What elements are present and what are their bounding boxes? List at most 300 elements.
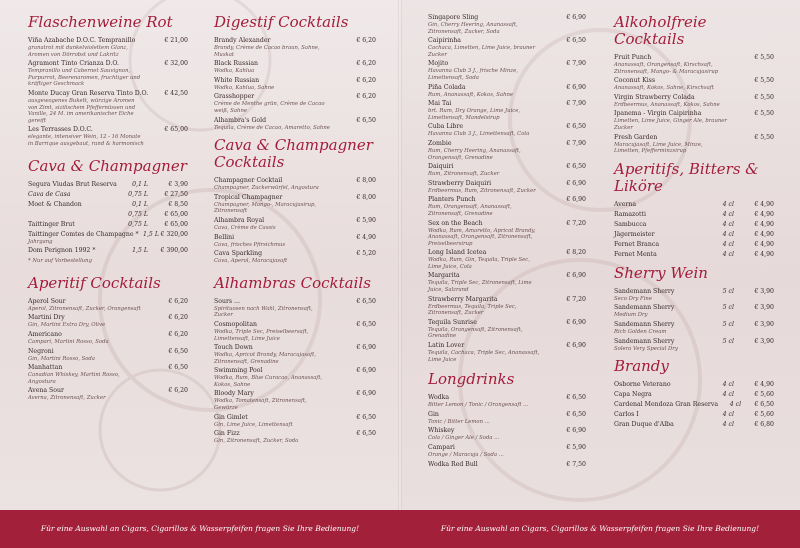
item-name: Swimming Pool [214, 367, 263, 375]
item-name: Grasshopper [214, 93, 255, 101]
item-description: Bitter Lemon / Tonic / Orangensaft ... [428, 402, 529, 409]
item-name: Bloody Mary [214, 390, 254, 398]
item-price: € 21,00 [164, 37, 188, 44]
menu-column-1 [28, 14, 188, 404]
menu-item-row [428, 444, 586, 452]
item-price: € 6,50 [168, 347, 188, 355]
menu-item [214, 390, 376, 411]
section-title: Alhambras Cocktails [214, 273, 371, 292]
menu-item [214, 321, 376, 342]
item-description: brt. Rum, Dry Orange, Lime Juice, Limettensaft, Mandelsirup [428, 108, 521, 121]
menu-item-row [614, 110, 774, 118]
menu-item [28, 90, 188, 124]
item-name: Jägermeister [614, 230, 655, 238]
menu-item [28, 37, 188, 58]
menu-item-row [214, 177, 376, 185]
item-description: Averna, Zitronensaft, Zucker [28, 395, 106, 402]
menu-section [214, 137, 376, 265]
item-name: Agramont Tinto Crianza D.O. [28, 60, 120, 68]
item-price: € 4,90 [356, 233, 376, 241]
item-price: € 5,50 [754, 77, 774, 85]
item-description: Canadian Whiskey, Martini Rosso, Angostura [28, 372, 120, 385]
item-price: € 5,50 [754, 110, 774, 118]
menu-item-row [28, 201, 188, 209]
item-price: € 5,90 [356, 216, 376, 224]
item-volume: 4 cl [722, 230, 734, 238]
menu-item-row [428, 296, 586, 304]
item-name: Capa Negra [614, 391, 652, 399]
menu-item [428, 342, 586, 363]
menu-item [428, 180, 586, 195]
menu-column-2 [214, 14, 376, 447]
item-name: Wodka Red Bull [428, 460, 478, 468]
menu-item-row [28, 221, 188, 229]
item-price: € 42,50 [164, 89, 188, 97]
item-description: Gin, Cherry Heering, Ananassaft, Zitronensaft, Zucker, Soda [428, 22, 518, 35]
item-name: Gin Gimlet [214, 413, 248, 421]
item-price: € 320,00 [160, 230, 188, 238]
menu-item [428, 123, 586, 138]
menu-section [28, 158, 188, 265]
item-volume: 0,75 L [128, 220, 148, 228]
item-price: € 6,50 [356, 430, 376, 438]
menu-item-row [214, 194, 376, 202]
menu-item [28, 314, 188, 329]
item-price: € 6,50 [566, 123, 586, 131]
menu-item [428, 220, 586, 248]
menu-item [214, 177, 376, 192]
menu-item-row [214, 414, 376, 422]
menu-item [28, 231, 188, 246]
item-volume: 4 cl [722, 421, 734, 429]
item-description: Gin, Lime Juice, Limettensaft [214, 421, 293, 428]
item-description: Havanna Club 3 J., frische Minze, Limettensaft, Soda [428, 68, 518, 81]
item-description: Spirituosen nach Wahl, Zitronensaft, Zucker [214, 305, 313, 319]
menu-item [28, 247, 188, 255]
menu-item-row [28, 314, 188, 322]
item-name: Latin Lover [428, 342, 465, 350]
item-name: Whiskey [428, 427, 455, 435]
menu-item-row [214, 321, 376, 329]
menu-item [214, 217, 376, 232]
menu-item-row [428, 427, 586, 435]
menu-section [614, 265, 774, 352]
item-price: € 6,90 [566, 179, 586, 187]
item-name: Martini Dry [28, 314, 65, 322]
menu-item [28, 387, 188, 402]
menu-item-row [614, 77, 774, 85]
menu-item-row [214, 60, 376, 68]
item-name: Cava de Casa [28, 190, 71, 198]
item-name: Bellini [214, 233, 235, 241]
item-price: € 6,20 [168, 387, 188, 395]
item-price: € 27,50 [164, 190, 188, 198]
menu-item-row [614, 411, 774, 419]
menu-item [214, 298, 376, 319]
menu-item [614, 338, 774, 353]
item-description: Tequila, Cachaca, Triple Sec, Ananassaft, Lime Juice [428, 350, 540, 363]
section-note: * Nur auf Vorbestellung [28, 258, 92, 265]
menu-section [428, 371, 586, 468]
item-name: Moet & Chandon [28, 200, 82, 208]
item-price: € 6,20 [168, 314, 188, 322]
item-price: € 6,20 [356, 60, 376, 68]
footer-banner-left [0, 510, 400, 548]
item-price: € 8,20 [566, 249, 586, 257]
item-name: Sandemann Sherry [614, 337, 675, 345]
menu-item [428, 84, 586, 99]
menu-item-row [428, 394, 586, 402]
item-volume: 4 cl [729, 401, 742, 409]
item-description: Rum, Orangensaft, Ananassaft, Zitronensaft, Grenadine [428, 204, 512, 217]
menu-item [428, 411, 586, 426]
item-price: € 32,00 [164, 60, 188, 68]
item-price: € 6,90 [566, 427, 586, 435]
page-fold [398, 0, 402, 548]
menu-column-4 [614, 14, 774, 431]
item-price: € 7,20 [566, 219, 586, 227]
item-volume: 5 cl [722, 337, 734, 345]
item-description: Tequila, Triple Sec, Zitronensaft, Lime Juice, Salzrand [428, 280, 532, 294]
item-name: Zombie [428, 139, 452, 147]
item-name: Margarita [428, 272, 460, 280]
item-volume: 1,5 L [132, 247, 148, 255]
item-description: Cava, frisches Pfirsichmus [214, 241, 286, 248]
menu-item [614, 110, 774, 131]
item-volume: 5 cl [722, 304, 734, 312]
menu-section [428, 14, 586, 363]
item-name: Virgin Strawberry Colada [614, 93, 695, 101]
menu-item [214, 414, 376, 429]
item-price: € 6,90 [566, 318, 586, 326]
item-name: Fernet Menta [614, 250, 657, 258]
item-name: Monte Ducay Gran Reserva Tinto D.O. [28, 89, 149, 97]
menu-item-row [614, 221, 774, 229]
item-description: Campari, Martini Rosso, Soda [28, 338, 109, 345]
menu-item [614, 77, 774, 92]
item-price: € 7,20 [566, 295, 586, 303]
item-description: Wodka, Rum, Blue Curacao, Ananassaft, Kokos, Sahne [214, 375, 323, 388]
section-title: Brandy [614, 357, 669, 376]
item-price: € 6,50 [566, 163, 586, 171]
menu-item-row [214, 367, 376, 375]
item-price: € 8,50 [168, 200, 188, 208]
item-price: € 5,60 [754, 411, 774, 419]
item-price: € 3,90 [754, 320, 774, 328]
menu-section [28, 275, 188, 402]
item-price: € 6,90 [566, 196, 586, 204]
menu-section [614, 358, 774, 429]
menu-section [214, 14, 376, 131]
menu-item-row [214, 217, 376, 225]
item-name: Aperol Sour [28, 297, 66, 305]
item-volume: 5 cl [722, 287, 734, 295]
menu-item [428, 249, 586, 270]
item-price: € 6,80 [754, 421, 774, 429]
item-name: Fresh Garden [614, 133, 658, 141]
item-description: Ananassaft, Kokos, Sahne, Kirschsaft [614, 85, 714, 92]
item-price: € 4,90 [754, 220, 774, 228]
item-name: Sandemann Sherry [614, 287, 675, 295]
item-description: Erdbeermus, Ananassaft, Kokos, Sahne [614, 101, 720, 108]
section-title: Sherry Wein [614, 263, 708, 282]
item-name: Brandy Alexander [214, 37, 271, 44]
menu-item [614, 321, 774, 336]
item-volume: 4 cl [722, 200, 734, 208]
item-description: Tequila, Crème de Cacao, Amaretto, Sahne [214, 124, 330, 131]
item-name: Cava Sparkling [214, 250, 263, 258]
menu-item-row [428, 196, 586, 204]
item-volume: 4 cl [722, 250, 734, 258]
item-description: Wodka, Triple Sec, Preiselbeersaft, Limettensaft, Lime Juice [214, 328, 309, 342]
item-description: Tonic / Bitter Lemon ... [428, 418, 490, 425]
item-description: Ananassaft, Orangensaft, Kirschsaft, Zitronensaft, Mango- & Maracujasirup [614, 62, 719, 75]
item-price: € 6,20 [168, 297, 188, 305]
item-name: Planters Punch [428, 196, 476, 204]
item-price: € 6,20 [168, 330, 188, 338]
menu-item [214, 250, 376, 265]
item-price: € 3,90 [754, 304, 774, 312]
menu-item-row [614, 321, 774, 329]
menu-item-row [614, 201, 774, 209]
item-description: Jahrgang [28, 238, 53, 245]
item-name: Strawberry Daiquiri [428, 179, 492, 187]
menu-item-row [214, 298, 376, 306]
menu-section [614, 14, 774, 155]
menu-item [214, 93, 376, 114]
item-description: Erdbeermus, Tequila, Triple Sec, Zitronensaft, Zucker [428, 303, 517, 317]
menu-item-row [428, 461, 586, 469]
item-description: Erdbeermus, Rum, Zitronensaft, Zucker [428, 187, 536, 194]
item-description: Havanna Club 3 J., Limettensaft, Cola [428, 131, 530, 138]
item-price: € 4,90 [754, 210, 774, 218]
item-description: Crème de Menthe grün, Crème de Cacao weiß, Sahne [214, 101, 325, 114]
menu-item [214, 344, 376, 365]
item-price: € 4,90 [754, 200, 774, 208]
item-name: Tequila Sunrise [428, 318, 477, 326]
item-price: € 65,00 [164, 126, 188, 134]
item-description: Tempranillo und Cabernet Sauvignon, Purpurrot, Beerenaromen, fruchtiger und kräftiger Geschmack [28, 68, 141, 88]
menu-item [28, 191, 188, 199]
item-description: Wodka, Rum, Amaretto, Apricot Brandy, Ananassaft, Orangensaft, Zitronensaft, Preiselbeersirup [428, 227, 536, 247]
item-price: € 7,90 [566, 139, 586, 147]
item-price: € 5,50 [754, 93, 774, 101]
menu-item [428, 140, 586, 161]
item-description: Gin, Martini Extra Dry, Olive [28, 322, 106, 329]
menu-item-row [28, 181, 188, 189]
menu-item-row [428, 180, 586, 188]
menu-item [614, 391, 774, 399]
menu-item [614, 411, 774, 419]
menu-item-row [214, 390, 376, 398]
item-name: Alhambra Royal [214, 216, 265, 224]
item-name: Ramazotti [614, 210, 646, 218]
menu-item-row [614, 401, 774, 409]
item-volume: 4 cl [722, 381, 734, 389]
menu-item [614, 231, 774, 239]
item-volume: 0,1 L [132, 200, 148, 208]
item-description: Cachaca, Limetten, Lime Juice, brauner Zucker [428, 45, 536, 58]
menu-item-row [214, 430, 376, 438]
menu-item [214, 430, 376, 445]
section-title: Aperitifs, Bitters & Liköre [614, 159, 759, 195]
menu-item-row [428, 319, 586, 327]
item-description: Aperol, Zitronensaft, Zucker, Orangensaft [28, 305, 141, 312]
item-price: € 7,90 [566, 100, 586, 108]
item-description: Champagner, Zuckerwürfel, Angostura [214, 185, 319, 192]
menu-item [614, 201, 774, 209]
menu-item [428, 427, 586, 442]
item-name: Taittinger Brut [28, 220, 75, 228]
section-title: Digestif Cocktails [214, 13, 349, 31]
menu-item-row [28, 90, 188, 98]
menu-item-row [428, 272, 586, 280]
item-description: Seco Dry Fine [614, 295, 652, 302]
item-name: Avena Sour [28, 387, 64, 395]
item-description: Cava, Aperol, Maracujasaft [214, 258, 288, 265]
item-price: € 6,50 [356, 413, 376, 421]
item-name: Negroni [28, 347, 54, 355]
item-name: Coconut Kiss [614, 77, 656, 85]
section-title: Cava & Champagner Cocktails [214, 136, 373, 172]
item-description: Cava, Crème de Cassis [214, 224, 276, 231]
menu-item-row [428, 100, 586, 108]
item-price: € 6,50 [356, 297, 376, 305]
item-price: € 6,20 [356, 37, 376, 44]
item-price: € 5,60 [754, 391, 774, 399]
item-description: Rum, Cherry Heering, Ananassaft, Orangensaft, Grenadine [428, 147, 521, 161]
menu-item [28, 60, 188, 88]
menu-item-row [428, 140, 586, 148]
item-price: € 6,90 [566, 14, 586, 21]
item-description: Rum, Ananassaft, Kokos, Sahne [428, 91, 514, 98]
menu-item-row [28, 191, 188, 199]
item-price: € 8,00 [356, 193, 376, 201]
menu-item [214, 60, 376, 75]
item-name: Alhambra's Gold [214, 116, 267, 124]
menu-item [428, 444, 586, 459]
item-description: Wodka, Kahlua, Sahne [214, 84, 275, 91]
item-description: granatrot mit dunkelviolettem Glanz, Aromen von Dörrobst und Lakritz [28, 45, 128, 58]
menu-item-row [28, 231, 188, 239]
item-name: Strawberry Margarita [428, 295, 498, 303]
menu-item [614, 134, 774, 155]
item-name: Cosmopolitan [214, 320, 258, 328]
menu-item-row [614, 241, 774, 249]
item-price: € 6,50 [356, 320, 376, 328]
menu-item-row [614, 391, 774, 399]
item-price: € 6,50 [754, 401, 774, 409]
item-name: Tropical Champagner [214, 193, 283, 201]
item-name: Mai Tai [428, 100, 452, 108]
item-price: € 4,90 [754, 230, 774, 238]
item-price: € 5,20 [356, 250, 376, 258]
item-volume: 0,75 L [128, 210, 148, 218]
section-title: Flaschenweine Rot [28, 13, 173, 31]
item-price: € 6,50 [168, 364, 188, 372]
item-name: Viña Azabache D.O.C. Tempranillo [28, 37, 136, 44]
menu-item [28, 364, 188, 385]
item-name: Fernet Branca [614, 240, 660, 248]
menu-item-row [28, 126, 188, 134]
item-price: € 6,90 [356, 367, 376, 375]
item-description: Wodka, Tomatensaft, Zitronensaft, Gewürze [214, 398, 307, 412]
section-title: Aperitif Cocktails [28, 273, 161, 292]
item-description: Gin, Martini Rosso, Soda [28, 355, 95, 362]
menu-item [614, 221, 774, 229]
item-volume: 4 cl [722, 210, 734, 218]
menu-item-row [614, 338, 774, 346]
menu-item [428, 163, 586, 178]
item-price: € 4,90 [754, 250, 774, 258]
item-volume: 0,1 L [132, 180, 148, 188]
menu-item [614, 251, 774, 259]
item-name: Ipanema - Virgin Caipirinha [614, 110, 702, 118]
menu-item [614, 288, 774, 303]
menu-item [614, 54, 774, 75]
item-name: Long Island Icetea [428, 249, 487, 257]
menu-item-row [614, 211, 774, 219]
menu-item-row [214, 37, 376, 45]
item-price: € 65,00 [164, 220, 188, 228]
item-description: Wodka, Rum, Gin, Tequila, Triple Sec, Lime Juice, Cola [428, 257, 530, 270]
item-name: Touch Down [214, 344, 253, 352]
menu-item [614, 94, 774, 109]
item-volume: 4 cl [722, 391, 734, 399]
item-price: € 7,90 [566, 60, 586, 68]
item-name: Sours ... [214, 297, 240, 305]
menu-item [428, 14, 586, 35]
menu-item [614, 304, 774, 319]
menu-item-row [614, 54, 774, 62]
item-name: Manhattan [28, 364, 63, 372]
item-price: € 6,90 [566, 83, 586, 91]
item-name: Daiquiri [428, 163, 454, 171]
menu-item [428, 461, 586, 469]
menu-item [214, 367, 376, 388]
item-name: Caipirinha [428, 37, 461, 45]
menu-item-row [28, 348, 188, 356]
menu-item-row [428, 249, 586, 257]
item-price: € 3,90 [168, 180, 188, 188]
item-name: Gin Fizz [214, 430, 240, 438]
item-volume: 5 cl [722, 320, 734, 328]
menu-column-3 [428, 14, 586, 471]
item-description: Maracujasaft, Lime Juice, Minze, Limetten, Pfefferminzsirup [614, 141, 703, 155]
menu-item [428, 37, 586, 58]
item-price: € 6,90 [356, 390, 376, 398]
menu-item-row [614, 304, 774, 312]
item-description: Brandy, Crème de Cacao braun, Sahne, Muskat [214, 45, 320, 58]
item-name [28, 211, 120, 219]
menu-item-row [428, 342, 586, 350]
item-price: € 6,50 [566, 394, 586, 402]
item-price: € 4,90 [754, 381, 774, 389]
menu-item [214, 117, 376, 132]
menu-item [28, 201, 188, 209]
section-title: Cava & Champagner [28, 156, 187, 175]
menu-item [28, 181, 188, 189]
item-price: € 8,00 [356, 177, 376, 185]
menu-item [428, 319, 586, 340]
item-name: Segura Viudas Brut Reserva [28, 180, 117, 188]
menu-item [428, 296, 586, 317]
menu-section [614, 161, 774, 259]
item-description: Tequila, Orangensaft, Zitronensaft, Grenadine [428, 326, 523, 340]
item-name: Sex on the Beach [428, 219, 483, 227]
item-description: Wodka, Apricot Brandy, Maracujasaft, Zitronensaft, Grenadine [214, 352, 316, 365]
item-name: Wodka [428, 394, 450, 402]
